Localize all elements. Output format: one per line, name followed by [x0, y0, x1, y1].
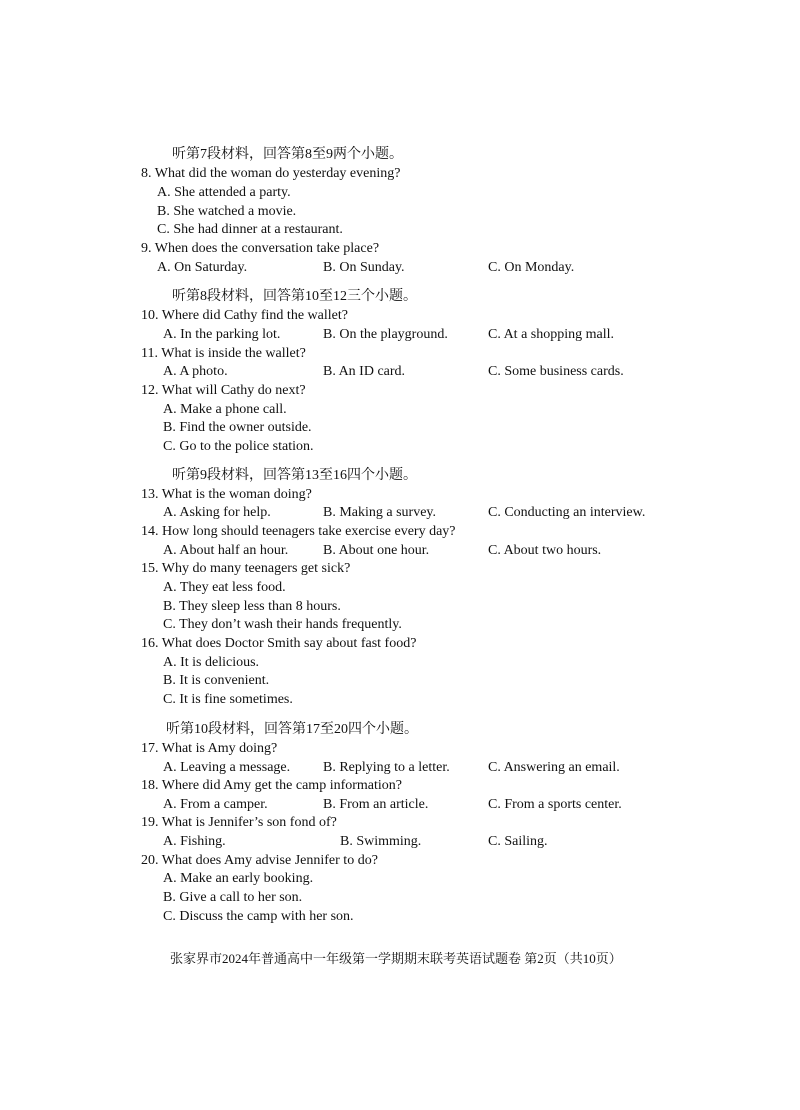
q20-option-a: A. Make an early booking. [163, 871, 314, 886]
page-footer: 张家界市2024年普通高中一年级第一学期期末联考英语试题卷 第2页（共10页） [170, 951, 622, 966]
question-10: 10. Where did Cathy find the wallet? [141, 308, 348, 323]
question-8: 8. What did the woman do yesterday evening? [141, 166, 401, 181]
q14-option-a: A. About half an hour. [163, 543, 289, 558]
q9-option-a: A. On Saturday. [157, 260, 248, 275]
q15-option-c: C. They don’t wash their hands frequently. [163, 617, 402, 632]
q18-option-c: C. From a sports center. [488, 797, 622, 812]
q20-option-c: C. Discuss the camp with her son. [163, 909, 354, 924]
question-18: 18. Where did Amy get the camp information? [141, 778, 403, 793]
section-heading-10: 听第10段材料，回答第17至20四个小题。 [166, 722, 418, 737]
q19-option-a: A. Fishing. [163, 834, 226, 849]
q17-option-c: C. Answering an email. [488, 760, 620, 775]
question-17: 17. What is Amy doing? [141, 741, 278, 756]
q17-option-a: A. Leaving a message. [163, 760, 291, 775]
q18-option-b: B. From an article. [323, 797, 429, 812]
question-11: 11. What is inside the wallet? [141, 346, 306, 361]
question-15: 15. Why do many teenagers get sick? [141, 561, 351, 576]
q8-option-c: C. She had dinner at a restaurant. [157, 222, 343, 237]
q8-option-a: A. She attended a party. [157, 185, 291, 200]
q19-option-c: C. Sailing. [488, 834, 548, 849]
q9-option-c: C. On Monday. [488, 260, 575, 275]
q10-option-c: C. At a shopping mall. [488, 327, 614, 342]
q16-option-a: A. It is delicious. [163, 655, 260, 670]
q9-option-b: B. On Sunday. [323, 260, 405, 275]
question-19: 19. What is Jennifer’s son fond of? [141, 815, 337, 830]
q15-option-a: A. They eat less food. [163, 580, 286, 595]
q19-option-b: B. Swimming. [340, 834, 422, 849]
question-12: 12. What will Cathy do next? [141, 383, 306, 398]
q15-option-b: B. They sleep less than 8 hours. [163, 599, 341, 614]
q11-option-a: A. A photo. [163, 364, 228, 379]
question-13: 13. What is the woman doing? [141, 487, 312, 502]
q13-option-c: C. Conducting an interview. [488, 505, 646, 520]
q10-option-b: B. On the playground. [323, 327, 448, 342]
q16-option-b: B. It is convenient. [163, 673, 270, 688]
q11-option-b: B. An ID card. [323, 364, 406, 379]
q13-option-b: B. Making a survey. [323, 505, 437, 520]
q12-option-c: C. Go to the police station. [163, 439, 314, 454]
question-16: 16. What does Doctor Smith say about fast food? [141, 636, 417, 651]
section-heading-9: 听第9段材料，回答第13至16四个小题。 [172, 468, 417, 483]
question-20: 20. What does Amy advise Jennifer to do? [141, 853, 378, 868]
section-heading-8: 听第8段材料，回答第10至12三个小题。 [172, 289, 417, 304]
question-14: 14. How long should teenagers take exercise every day? [141, 524, 456, 539]
q10-option-a: A. In the parking lot. [163, 327, 281, 342]
q11-option-c: C. Some business cards. [488, 364, 624, 379]
q12-option-b: B. Find the owner outside. [163, 420, 312, 435]
q18-option-a: A. From a camper. [163, 797, 268, 812]
q20-option-b: B. Give a call to her son. [163, 890, 303, 905]
section-heading-7: 听第7段材料，回答第8至9两个小题。 [172, 147, 403, 162]
q8-option-b: B. She watched a movie. [157, 204, 297, 219]
q13-option-a: A. Asking for help. [163, 505, 271, 520]
q14-option-b: B. About one hour. [323, 543, 430, 558]
question-9: 9. When does the conversation take place? [141, 241, 380, 256]
q12-option-a: A. Make a phone call. [163, 402, 287, 417]
q14-option-c: C. About two hours. [488, 543, 602, 558]
q17-option-b: B. Replying to a letter. [323, 760, 450, 775]
q16-option-c: C. It is fine sometimes. [163, 692, 293, 707]
